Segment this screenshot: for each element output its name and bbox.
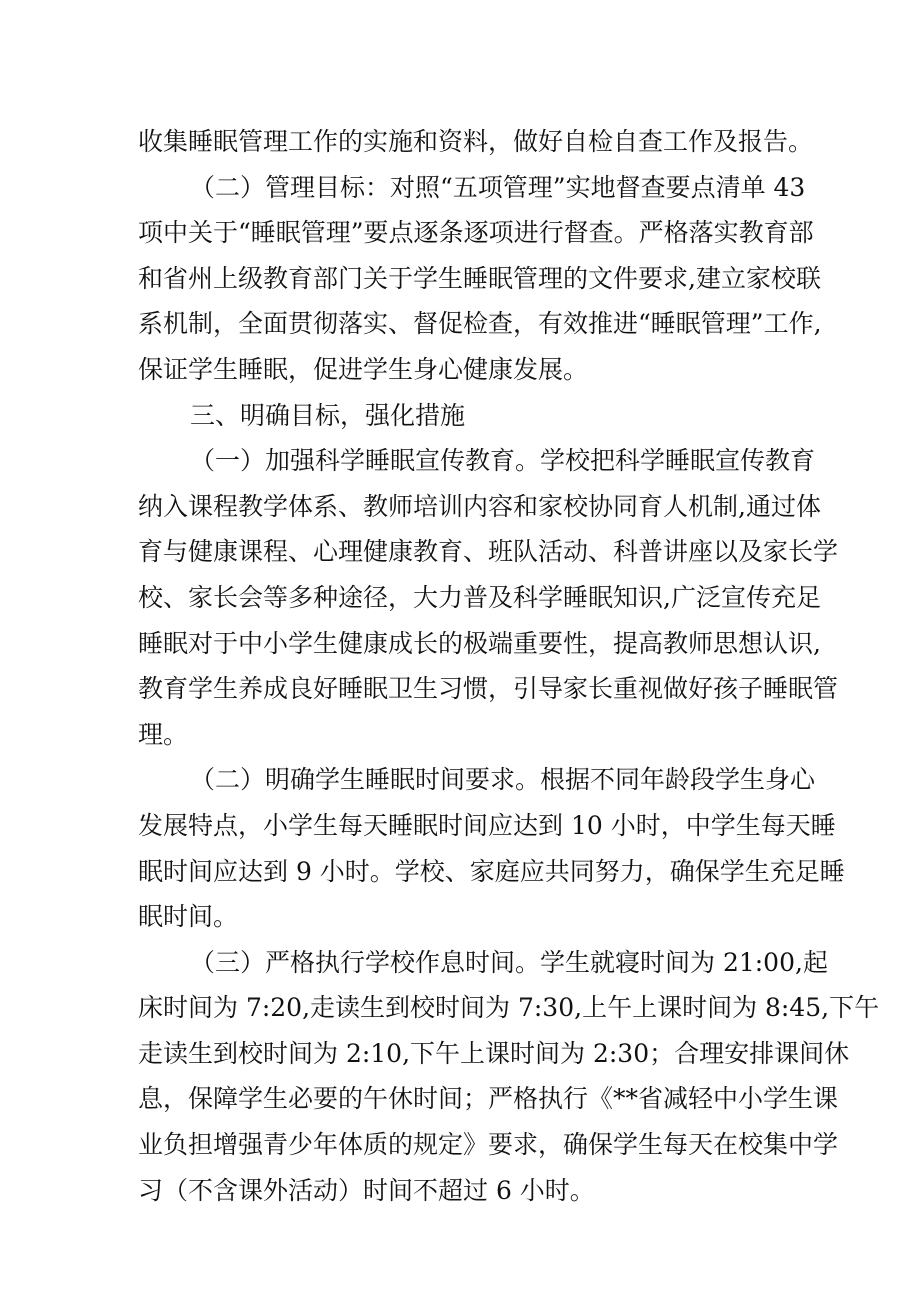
paragraph-1 <box>138 119 814 165</box>
text-line: （一）加强科学睡眠宣传教育。学校把科学睡眠宣传教育 <box>190 446 816 476</box>
text-line: 理。 <box>138 719 189 749</box>
text-line: 息，保障学生必要的午休时间；严格执行《**省减轻中小学生课 <box>138 1084 839 1114</box>
heading-line: 三、明确目标，强化措施 <box>190 400 466 430</box>
document-body <box>138 119 880 1213</box>
text-line: 睡眠对于中小学生健康成长的极端重要性，提高教师思想认识, <box>138 628 821 658</box>
text-line: 教育学生养成良好睡眠卫生习惯，引导家长重视做好孩子睡眠管 <box>138 674 839 704</box>
text-line: 发展特点，小学生每天睡眠时间应达到 10 小时，中学生每天睡 <box>138 810 836 840</box>
text-line: 系机制，全面贯彻落实、督促检查，有效推进“睡眠管理”工作, <box>138 309 822 339</box>
text-line: 眠时间应达到 9 小时。学校、家庭应共同努力，确保学生充足睡 <box>138 856 845 886</box>
text-line: 走读生到校时间为 2:10,下午上课时间为 2:30；合理安排课间休 <box>138 1038 850 1068</box>
text-line: （二）管理目标：对照“五项管理”实地督查要点清单 43 <box>190 172 806 202</box>
text-line: 眠时间。 <box>138 902 239 932</box>
paragraph-5 <box>138 757 845 939</box>
section-heading <box>138 393 798 439</box>
paragraph-2 <box>138 165 822 393</box>
text-line: 收集睡眠管理工作的实施和资料，做好自检自查工作及报告。 <box>138 127 814 156</box>
text-line: 项中关于“睡眠管理”要点逐条逐项进行督查。严格落实教育部 <box>138 218 814 248</box>
text-line: 校、家长会等多种途径，大力普及科学睡眠知识,广泛宣传充足 <box>138 582 821 612</box>
paragraph-4 <box>138 438 839 757</box>
paragraph-6 <box>138 940 880 1214</box>
text-line: 和省州上级教育部门关于学生睡眠管理的文件要求,建立家校联 <box>138 263 821 293</box>
text-line: （二）明确学生睡眠时间要求。根据不同年龄段学生身心 <box>190 765 816 795</box>
text-line: （三）严格执行学校作息时间。学生就寝时间为 21:00,起 <box>190 947 828 977</box>
text-line: 纳入课程教学体系、教师培训内容和家校协同育人机制,通过体 <box>138 491 821 521</box>
text-line: 保证学生睡眠，促进学生身心健康发展。 <box>138 354 589 384</box>
text-line: 育与健康课程、心理健康教育、班队活动、科普讲座以及家长学 <box>138 537 839 567</box>
text-line: 床时间为 7:20,走读生到校时间为 7:30,上午上课时间为 8:45,下午 <box>138 993 880 1023</box>
text-line: 习（不含课外活动）时间不超过 6 小时。 <box>138 1175 595 1205</box>
text-line: 业负担增强青少年体质的规定》要求，确保学生每天在校集中学 <box>138 1130 839 1160</box>
